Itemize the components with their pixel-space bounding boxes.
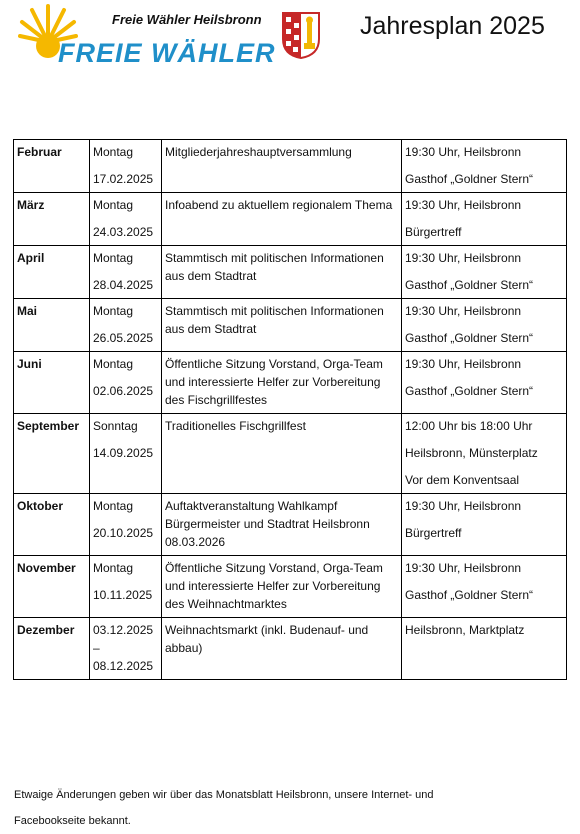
month-cell: September — [14, 414, 90, 494]
place: Bürgertreff — [405, 225, 462, 239]
coat-of-arms-icon — [281, 11, 321, 59]
table-row — [14, 618, 567, 680]
event-cell: Stammtisch mit politischen Informationen aus dem Stadtrat — [162, 299, 402, 352]
weekday: Montag — [93, 198, 134, 212]
weekday: Montag — [93, 357, 134, 371]
month-cell: Juni — [14, 352, 90, 414]
date: 28.04.2025 — [93, 278, 154, 292]
event-cell: Mitgliederjahreshauptversammlung — [162, 140, 402, 193]
time: 19:30 Uhr, Heilsbronn — [405, 499, 522, 513]
date: 14.09.2025 — [93, 446, 154, 460]
date-cell — [90, 299, 162, 352]
footer-note — [14, 782, 569, 834]
place: Gasthof „Goldner Stern“ — [405, 588, 534, 602]
time: 19:30 Uhr, Heilsbronn — [405, 304, 522, 318]
place: Heilsbronn, Marktplatz — [405, 623, 525, 637]
table-row — [14, 140, 567, 193]
date-cell — [90, 352, 162, 414]
table-row — [14, 494, 567, 556]
date-cell — [90, 193, 162, 246]
place: Bürgertreff — [405, 526, 462, 540]
weekday: Montag — [93, 499, 134, 513]
month-cell: Oktober — [14, 494, 90, 556]
month-cell: Mai — [14, 299, 90, 352]
date-cell — [90, 556, 162, 618]
event-cell: Traditionelles Fischgrillfest — [162, 414, 402, 494]
table-row — [14, 556, 567, 618]
start-date: 03.12.2025 — [93, 623, 154, 637]
location-cell — [402, 494, 567, 556]
end-date: 08.12.2025 — [93, 659, 154, 673]
weekday: Montag — [93, 145, 134, 159]
place: Gasthof „Goldner Stern“ — [405, 172, 534, 186]
place: Gasthof „Goldner Stern“ — [405, 384, 534, 398]
weekday: Sonntag — [93, 419, 138, 433]
header — [0, 0, 580, 80]
date: 20.10.2025 — [93, 526, 154, 540]
location-cell — [402, 618, 567, 680]
page-title: Jahresplan 2025 — [360, 12, 545, 40]
month-cell: November — [14, 556, 90, 618]
weekday: Montag — [93, 251, 134, 265]
location-cell — [402, 246, 567, 299]
month-cell: April — [14, 246, 90, 299]
footer-line: Etwaige Änderungen geben wir über das Monatsblatt Heilsbronn, unsere Internet- und — [14, 789, 434, 801]
table-row — [14, 352, 567, 414]
weekday: Montag — [93, 304, 134, 318]
event-cell: Stammtisch mit politischen Informationen aus dem Stadtrat — [162, 246, 402, 299]
time: 19:30 Uhr, Heilsbronn — [405, 145, 522, 159]
time: 19:30 Uhr, Heilsbronn — [405, 198, 522, 212]
month-cell: Dezember — [14, 618, 90, 680]
table-row — [14, 246, 567, 299]
weekday: Montag — [93, 561, 134, 575]
date-cell — [90, 618, 162, 680]
table-row — [14, 299, 567, 352]
date-cell — [90, 246, 162, 299]
time: 19:30 Uhr, Heilsbronn — [405, 561, 522, 575]
location-cell — [402, 140, 567, 193]
time: 19:30 Uhr, Heilsbronn — [405, 357, 522, 371]
event-cell: Öffentliche Sitzung Vorstand, Orga-Team und interessierte Helfer zur Vorbereitung des Weihnachtmarktes — [162, 556, 402, 618]
month-cell: Februar — [14, 140, 90, 193]
month-cell: März — [14, 193, 90, 246]
date-cell — [90, 494, 162, 556]
time: 19:30 Uhr, Heilsbronn — [405, 251, 522, 265]
logo-wordmark: FREIE WÄHLER — [58, 38, 276, 68]
date: 24.03.2025 — [93, 225, 154, 239]
event-cell: Infoabend zu aktuellem regionalem Thema — [162, 193, 402, 246]
place: Heilsbronn, Münsterplatz — [405, 446, 538, 460]
location-cell — [402, 556, 567, 618]
event-cell: Weihnachtsmarkt (inkl. Budenauf- und abbau) — [162, 618, 402, 680]
table-row — [14, 193, 567, 246]
place-detail: Vor dem Konventsaal — [405, 473, 520, 487]
location-cell — [402, 193, 567, 246]
date: 26.05.2025 — [93, 331, 154, 345]
location-cell — [402, 414, 567, 494]
footer-line: Facebookseite bekannt. — [14, 815, 131, 827]
date-cell — [90, 414, 162, 494]
org-name: Freie Wähler Heilsbronn — [112, 12, 262, 27]
table-row — [14, 414, 567, 494]
location-cell — [402, 299, 567, 352]
annual-plan-table — [13, 139, 567, 680]
date: 17.02.2025 — [93, 172, 154, 186]
event-cell: Öffentliche Sitzung Vorstand, Orga-Team und interessierte Helfer zur Vorbereitung des Fischgrillfestes — [162, 352, 402, 414]
date: 10.11.2025 — [93, 588, 153, 602]
date: 02.06.2025 — [93, 384, 154, 398]
event-cell: Auftaktveranstaltung Wahlkampf Bürgermeister und Stadtrat Heilsbronn 08.03.2026 — [162, 494, 402, 556]
location-cell — [402, 352, 567, 414]
date-range-dash: – — [93, 641, 100, 655]
time: 12:00 Uhr bis 18:00 Uhr — [405, 419, 533, 433]
date-cell — [90, 140, 162, 193]
place: Gasthof „Goldner Stern“ — [405, 331, 534, 345]
place: Gasthof „Goldner Stern“ — [405, 278, 534, 292]
